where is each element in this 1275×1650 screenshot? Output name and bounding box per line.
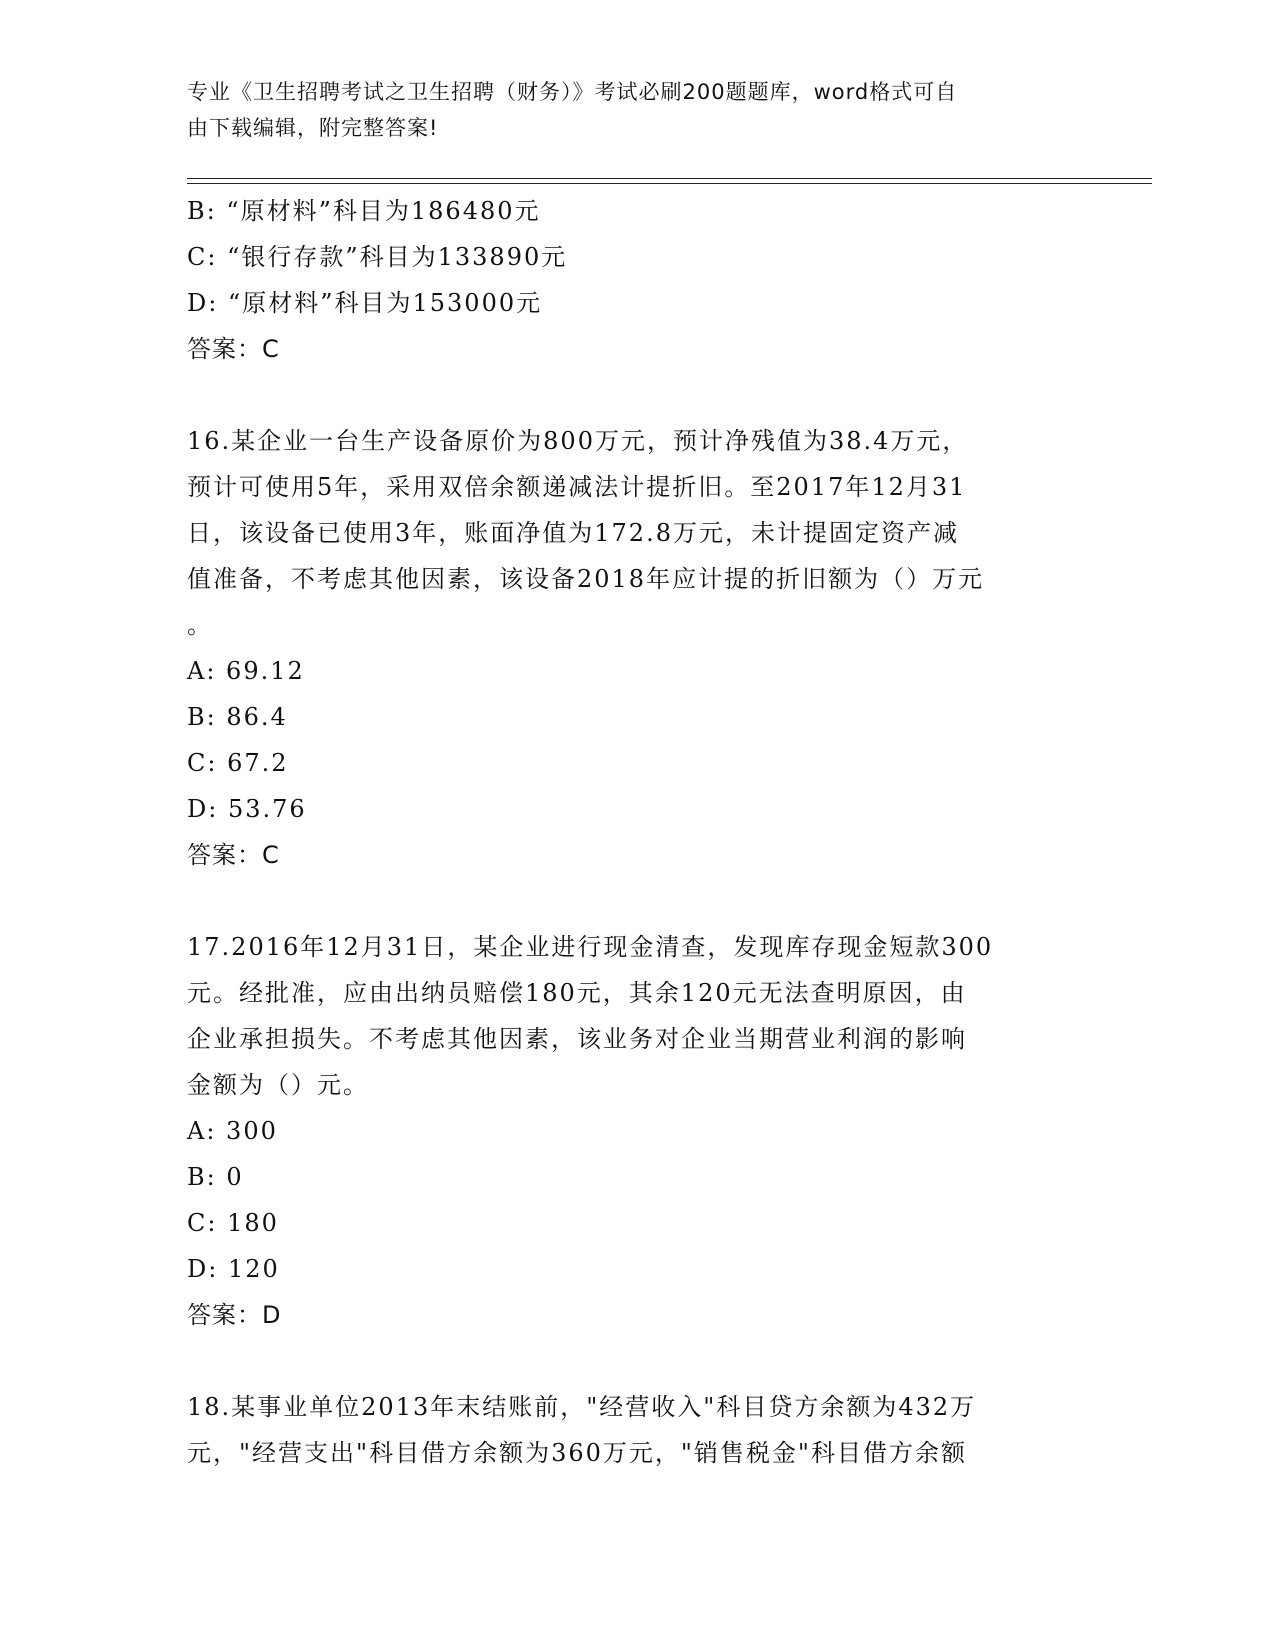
- question-stem-line: 值准备，不考虑其他因素，该设备2018年应计提的折旧额为（）万元: [187, 565, 985, 593]
- header-line-2: 由下载编辑，附完整答案!: [187, 116, 439, 140]
- question-stem-line: 17.2016年12月31日，某企业进行现金清查，发现库存现金短款300: [187, 933, 994, 961]
- question-stem-line: 元。经批准，应由出纳员赔偿180元，其余120元无法查明原因，由: [187, 979, 967, 1007]
- option-c: C: 180: [187, 1209, 279, 1237]
- option-a: A: 300: [187, 1117, 278, 1145]
- answer-line: 答案：C: [187, 335, 280, 363]
- spacer: [187, 878, 1067, 924]
- question-stem-line: 日，该设备已使用3年，账面净值为172.8万元，未计提固定资产减: [187, 519, 959, 547]
- spacer: [187, 372, 1067, 418]
- question-18: [187, 1384, 1067, 1476]
- question-stem-line: 金额为（）元。: [187, 1071, 369, 1099]
- question-16: [187, 418, 1067, 878]
- header-divider-top: [187, 178, 1152, 179]
- answer-line: 答案：D: [187, 1301, 282, 1329]
- page-header: [187, 74, 1067, 146]
- question-15-tail: [187, 188, 1067, 372]
- question-stem-line: 企业承担损失。不考虑其他因素，该业务对企业当期营业利润的影响: [187, 1025, 967, 1053]
- option-c: C: 67.2: [187, 749, 289, 777]
- header-divider-bottom: [187, 183, 1152, 184]
- question-stem-line: 预计可使用5年，采用双倍余额递减法计提折旧。至2017年12月31: [187, 473, 967, 501]
- question-stem-line: 。: [187, 611, 213, 639]
- option-c: C: “银行存款”科目为133890元: [187, 243, 568, 271]
- answer-line: 答案：C: [187, 841, 280, 869]
- question-17: [187, 924, 1067, 1338]
- option-b: B: 86.4: [187, 703, 288, 731]
- option-b: B: “原材料”科目为186480元: [187, 197, 541, 225]
- question-stem-line: 16.某企业一台生产设备原价为800万元，预计净残值为38.4万元，: [187, 427, 969, 455]
- question-stem-line: 元，"经营支出"科目借方余额为360万元，"销售税金"科目借方余额: [187, 1439, 967, 1467]
- option-b: B: 0: [187, 1163, 244, 1191]
- question-content: [187, 188, 1067, 1476]
- option-d: D: 120: [187, 1255, 280, 1283]
- header-line-1: 专业《卫生招聘考试之卫生招聘（财务）》考试必刷200题题库，word格式可自: [187, 80, 958, 104]
- question-stem-line: 18.某事业单位2013年末结账前，"经营收入"科目贷方余额为432万: [187, 1393, 977, 1421]
- option-d: D: “原材料”科目为153000元: [187, 289, 543, 317]
- option-d: D: 53.76: [187, 795, 307, 823]
- option-a: A: 69.12: [187, 657, 305, 685]
- spacer: [187, 1338, 1067, 1384]
